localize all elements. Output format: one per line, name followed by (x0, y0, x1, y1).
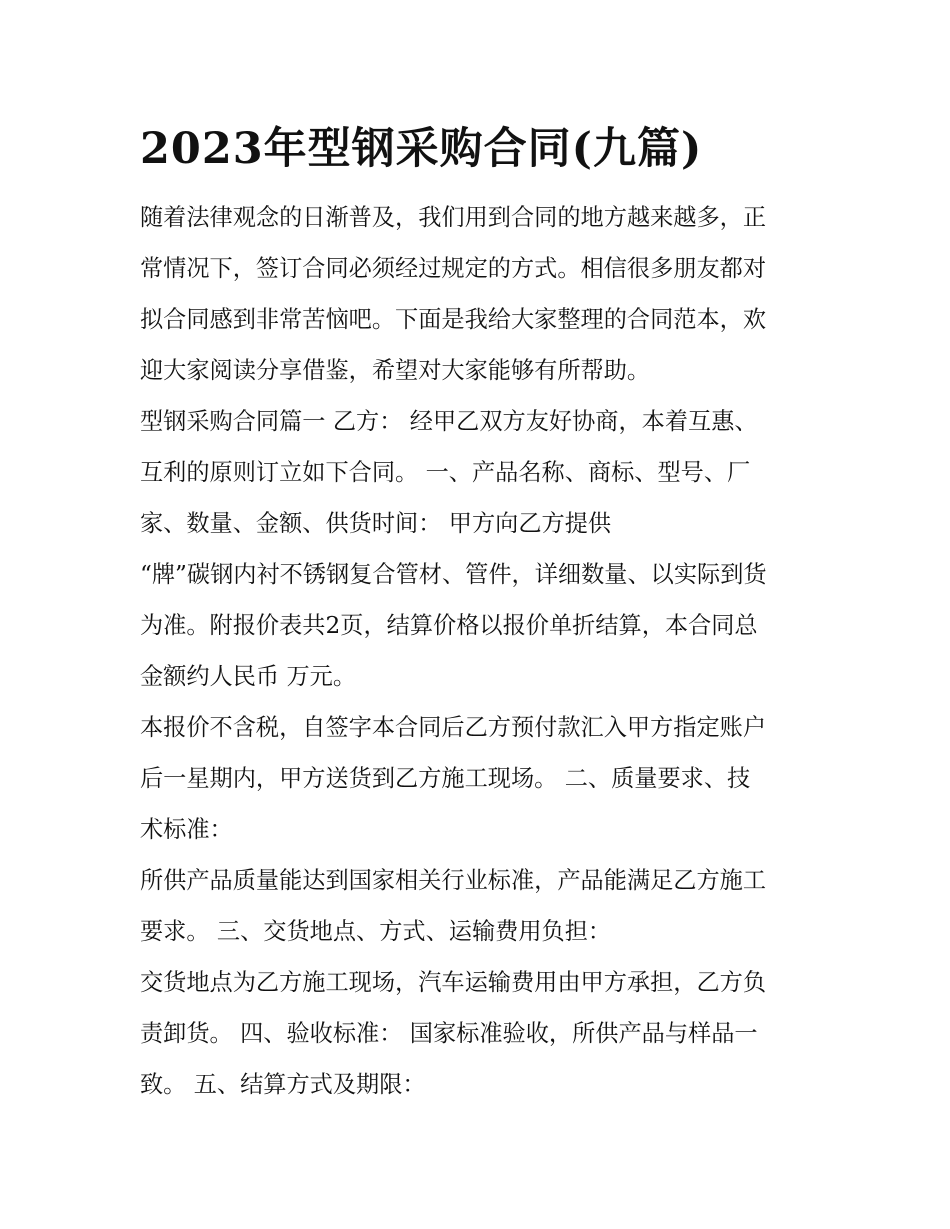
body-line: 本报价不含税，自签字本合同后乙方预付款汇入甲方指定账户 (140, 714, 767, 741)
document-title: 2023年型钢采购合同(九篇) (140, 124, 703, 174)
body-line: 迎大家阅读分享借鉴，希望对大家能够有所帮助。 (140, 357, 651, 384)
body-line: 家、数量、金额、供货时间： 甲方向乙方提供 (140, 510, 612, 537)
body-line: 交货地点为乙方施工现场，汽车运输费用由甲方承担，乙方负 (140, 969, 767, 996)
body-line: 术标准： (140, 816, 233, 843)
document-body (140, 192, 812, 1110)
body-line: 随着法律观念的日渐普及，我们用到合同的地方越来越多，正 (140, 204, 767, 231)
body-line: 责卸货。 四、验收标准： 国家标准验收，所供产品与样品一 (140, 1020, 758, 1047)
body-line: 互利的原则订立如下合同。 一、产品名称、商标、型号、厂 (140, 459, 751, 486)
body-line: 为准。附报价表共2页，结算价格以报价单折结算，本合同总 (140, 612, 758, 639)
body-line: 常情况下，签订合同必须经过规定的方式。相信很多朋友都对 (140, 255, 767, 282)
body-line: 致。 五、结算方式及期限： (140, 1071, 426, 1098)
body-line: 金额约人民币 万元。 (140, 663, 357, 690)
body-line: 后一星期内，甲方送货到乙方施工现场。 二、质量要求、技 (140, 765, 751, 792)
body-line: 要求。 三、交货地点、方式、运输费用负担： (140, 918, 612, 945)
body-line: 拟合同感到非常苦恼吧。下面是我给大家整理的合同范本，欢 (140, 306, 767, 333)
body-line: “牌”碳钢内衬不锈钢复合管材、管件，详细数量、以实际到货 (140, 561, 767, 588)
document-page (140, 112, 812, 1110)
body-line: 型钢采购合同篇一 乙方： 经甲乙双方友好协商，本着互惠、 (140, 408, 758, 435)
body-line: 所供产品质量能达到国家相关行业标准，产品能满足乙方施工 (140, 867, 767, 894)
